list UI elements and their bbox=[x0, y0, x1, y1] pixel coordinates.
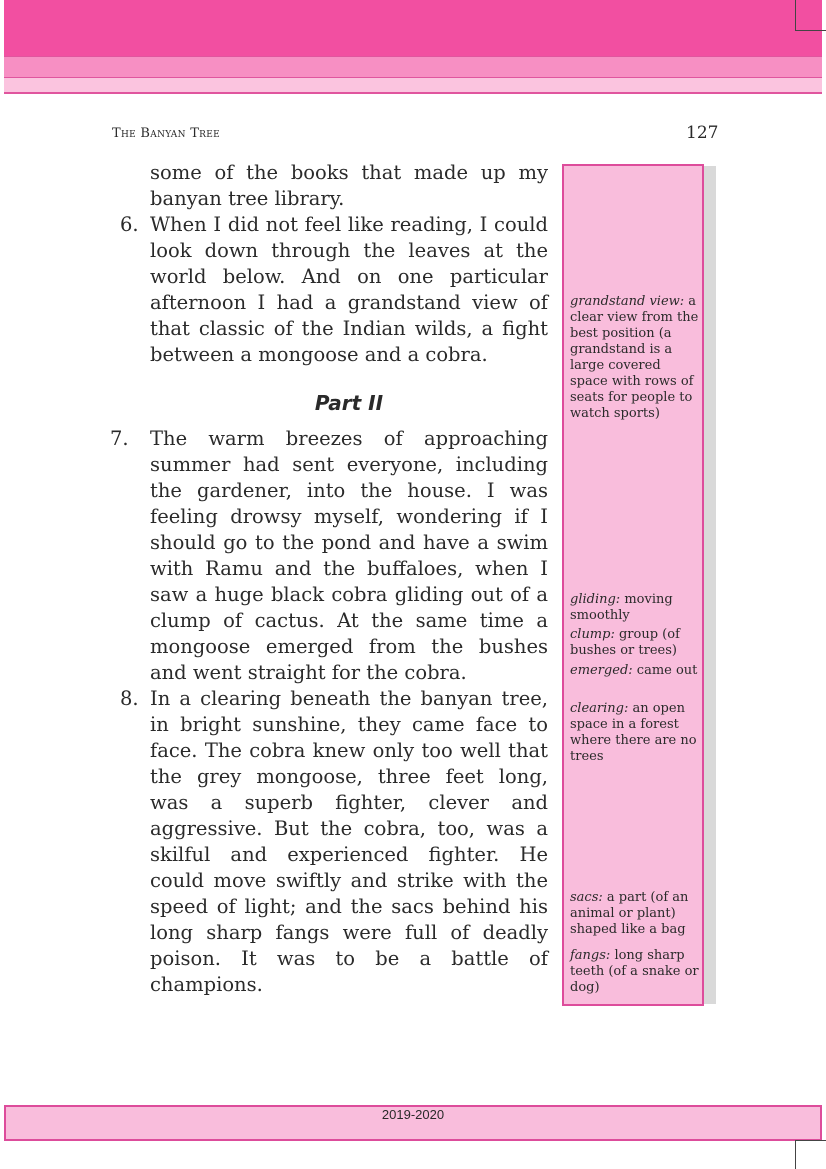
paragraph-number: 7. bbox=[110, 427, 129, 450]
glossary-definition: a clear view from the best position (a grandstand is a large covered space with rows of seats for people to watch sports) bbox=[570, 294, 699, 421]
paragraph-text: In a clearing beneath the banyan tree, in bright sunshine, they came face to face. The cobra knew only too well that the grey mongoose, three feet long, was a superb fighter, clever and aggressive. But the cobra, too, was a skilful and experienced fighter. He could move swiftly and strike with the speed of light; and the sacs behind his long sharp fangs were full of deadly poison. It was to be a battle of champions. bbox=[150, 687, 548, 996]
footer-year: 2019-2020 bbox=[381, 1107, 445, 1122]
glossary-definition: an open space in a forest where there are no trees bbox=[570, 701, 697, 764]
glossary-definition: a part (of an animal or plant) shaped like a bag bbox=[570, 890, 689, 937]
paragraph-text: When I did not feel like reading, I could look down through the leaves at the world below. And on one particular afternoon I had a grandstand view of that classic of the Indian wilds, a fight between a mongoose and a cobra. bbox=[150, 213, 548, 366]
paragraph-6 bbox=[110, 212, 548, 368]
glossary-term: clump: bbox=[570, 627, 615, 642]
glossary-term: clearing: bbox=[570, 701, 629, 716]
paragraph-8 bbox=[110, 686, 548, 998]
glossary-sidebar bbox=[562, 164, 704, 1006]
glossary-definition: long sharp teeth (of a snake or dog) bbox=[570, 948, 699, 995]
section-heading: Part II bbox=[314, 391, 384, 415]
paragraph-text: The warm breezes of approaching summer had sent everyone, including the gardener, into the house. I was feeling drowsy myself, wondering if I should go to the pond and have a swim with Ramu and the buffaloes, when I saw a huge black cobra gliding out of a clump of cactus. At the same time a mongoose emerged from the bushes and went straight for the cobra. bbox=[150, 427, 548, 684]
header-band-mid bbox=[4, 56, 822, 78]
glossary-definition: came out bbox=[632, 663, 698, 678]
glossary-entry bbox=[570, 701, 700, 765]
header-band-light bbox=[4, 78, 822, 94]
glossary-term: sacs: bbox=[570, 890, 603, 905]
paragraph-7 bbox=[110, 426, 548, 686]
glossary-definition: group (of bushes or trees) bbox=[570, 627, 680, 658]
glossary-term: fangs: bbox=[570, 948, 611, 963]
header-band-dark bbox=[4, 0, 822, 56]
glossary-term: emerged: bbox=[570, 663, 633, 678]
paragraph-number: 8. bbox=[120, 687, 139, 710]
glossary-entry bbox=[570, 627, 700, 659]
running-head: The Banyan Tree bbox=[112, 126, 220, 141]
crop-mark-bottom bbox=[795, 1140, 826, 1169]
glossary-entry bbox=[570, 294, 700, 422]
glossary-entry bbox=[570, 890, 700, 938]
paragraph-5-tail: some of the books that made up my banyan tree library. bbox=[150, 161, 548, 210]
glossary-entry bbox=[570, 663, 700, 679]
main-text bbox=[110, 160, 548, 998]
crop-mark-top bbox=[795, 0, 826, 31]
glossary-term: grandstand view: bbox=[570, 294, 685, 309]
glossary-definition: moving smoothly bbox=[570, 592, 673, 623]
page-number: 127 bbox=[686, 123, 719, 143]
glossary-term: gliding: bbox=[570, 592, 621, 607]
glossary-entry bbox=[570, 948, 700, 996]
paragraph-number: 6. bbox=[120, 213, 139, 236]
glossary-entry bbox=[570, 592, 700, 624]
